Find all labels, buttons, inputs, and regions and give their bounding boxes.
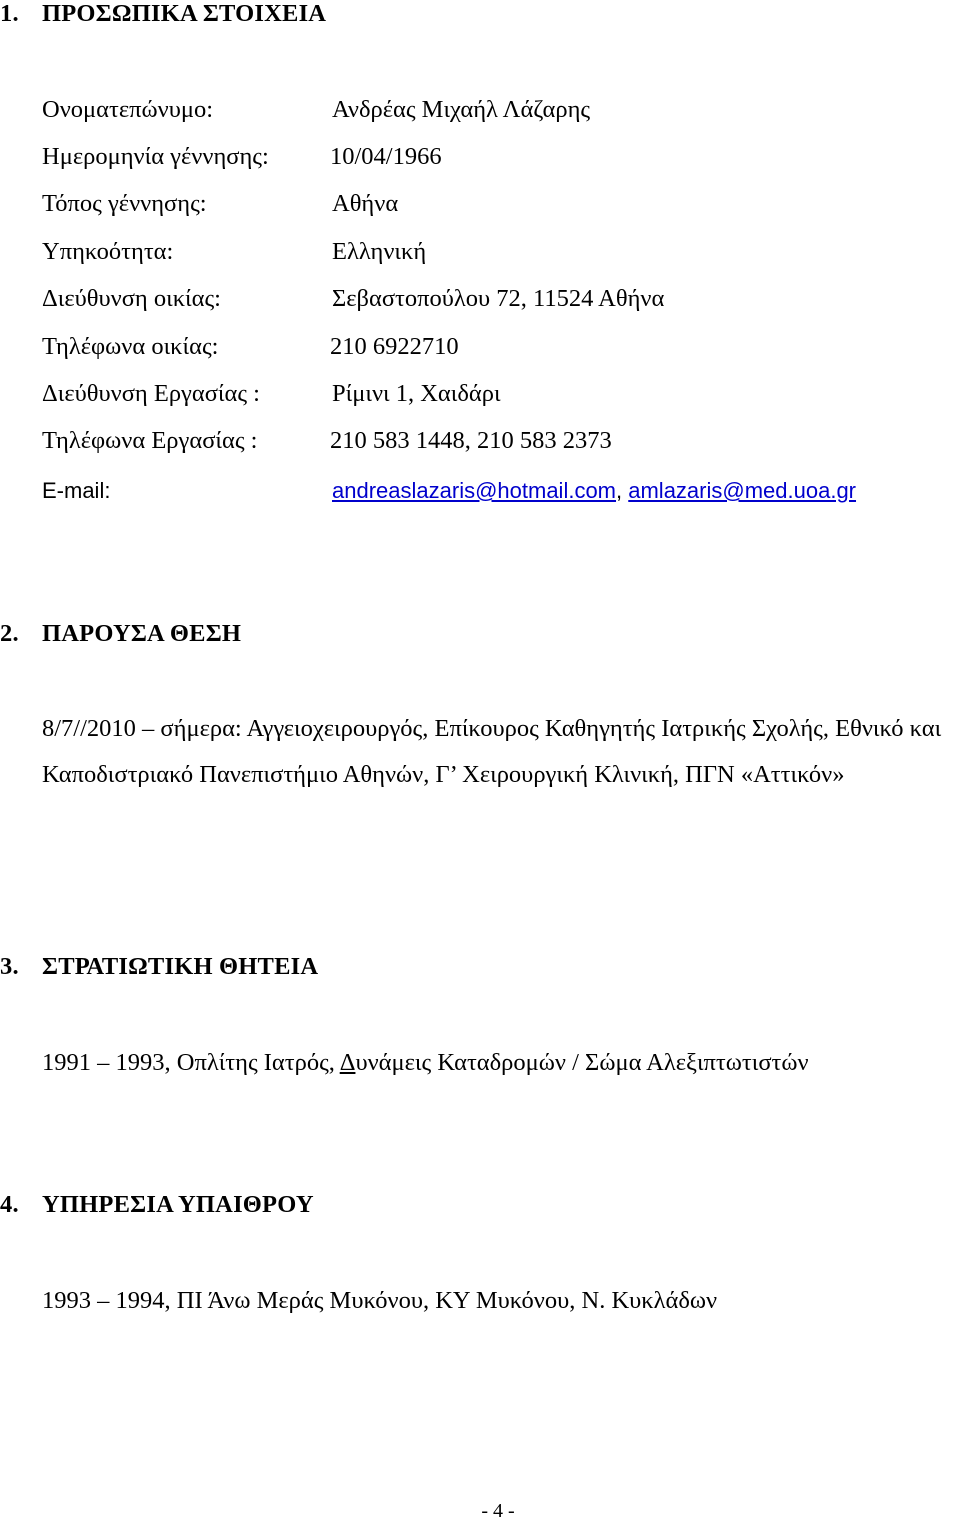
section-number: 4. — [0, 1191, 19, 1218]
section-heading-military — [0, 953, 318, 981]
email-separator: , — [616, 478, 629, 503]
info-label: Ονοματεπώνυμο: — [42, 96, 214, 123]
section-heading-current-position — [0, 620, 241, 648]
info-value: Ρίμινι 1, Χαιδάρι — [332, 380, 501, 407]
info-label: Τόπος γέννησης: — [42, 190, 207, 217]
info-value: 10/04/1966 — [330, 143, 442, 170]
section-number: 2. — [0, 620, 19, 647]
section-title: ΠΡΟΣΩΠΙΚΑ ΣΤΟΙΧΕΙΑ — [42, 0, 327, 27]
section-heading-personal — [0, 0, 326, 28]
info-value: Σεβαστοπούλου 72, 11524 Αθήνα — [332, 285, 665, 312]
info-value: Αθήνα — [332, 190, 399, 217]
info-label: Τηλέφωνα οικίας: — [42, 333, 219, 360]
email-link-uoa[interactable]: amlazaris@med.uoa.gr — [628, 478, 857, 503]
section-title: ΥΠΗΡΕΣΙΑ ΥΠΑΙΘΡΟΥ — [42, 1191, 314, 1218]
info-value: Ελληνική — [332, 238, 427, 265]
section-number: 1. — [0, 0, 19, 27]
info-value: Ανδρέας Μιχαήλ Λάζαρης — [332, 96, 591, 123]
section-title: ΠΑΡΟΥΣΑ ΘΕΣΗ — [42, 620, 242, 647]
section-number: 3. — [0, 953, 19, 980]
info-label: Διεύθυνση Εργασίας : — [42, 380, 260, 407]
info-label: E-mail: — [42, 478, 111, 503]
info-value: 210 6922710 — [330, 333, 459, 360]
section-title: ΣΤΡΑΤΙΩΤΙΚΗ ΘΗΤΕΙΑ — [42, 953, 319, 980]
military-service-text — [42, 1049, 809, 1077]
info-label: Υπηκοότητα: — [42, 238, 174, 265]
military-text-part: 1991 – 1993, Οπλίτης Ιατρός, — [42, 1049, 340, 1076]
info-label: Τηλέφωνα Εργασίας : — [42, 427, 258, 454]
military-text-part: υνάμεις Καταδρομών / Σώμα Αλεξιπτωτιστών — [355, 1049, 809, 1076]
info-label: Ημερομηνία γέννησης: — [42, 143, 269, 170]
info-value: 210 583 1448, 210 583 2373 — [330, 427, 612, 454]
page-number: - 4 - — [481, 1500, 515, 1522]
current-position-text: 8/7//2010 – σήμερα: Αγγειοχειρουργός, Επίκουρος Καθηγητής Ιατρικής Σχολής, Εθνικό και Καποδιστριακό Πανεπιστήμιο Αθηνών, Γ’ Χειρουργική Κλινική, ΠΓΝ «Αττικόν» — [42, 715, 942, 788]
section-heading-rural-service — [0, 1191, 314, 1219]
info-value — [332, 478, 856, 504]
email-link-hotmail[interactable]: andreaslazaris@hotmail.com — [332, 478, 617, 503]
info-label: Διεύθυνση οικίας: — [42, 285, 221, 312]
rural-service-text: 1993 – 1994, ΠΙ Άνω Μεράς Μυκόνου, ΚΥ Μυκόνου, Ν. Κυκλάδων — [42, 1287, 718, 1314]
military-text-underlined: Δ — [339, 1049, 356, 1076]
